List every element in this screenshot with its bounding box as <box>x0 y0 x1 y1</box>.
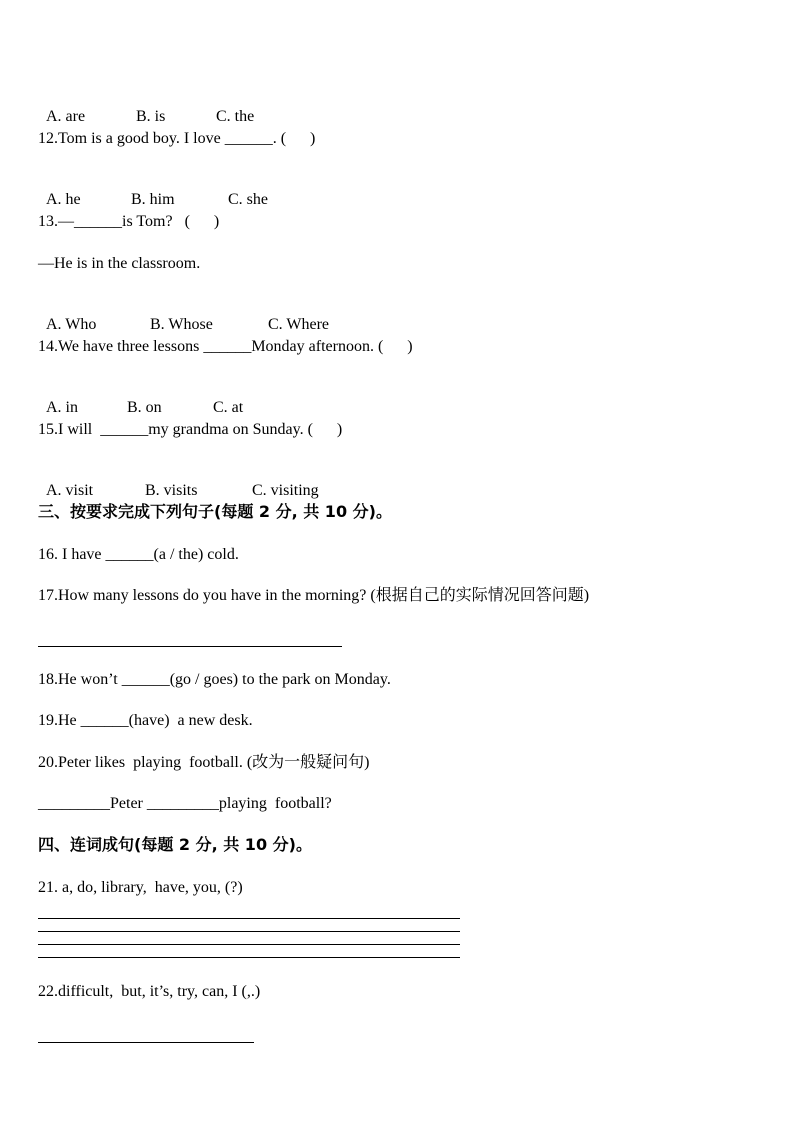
q15-option-b: B. visits <box>145 482 198 499</box>
q15-option-a: A. visit <box>46 482 94 499</box>
q14-option-c: C. at <box>213 399 244 416</box>
q18-stem: 18.He won’t ______(go / goes) to the park on Monday. <box>38 671 391 688</box>
q21-answer-line-1[interactable] <box>38 918 460 919</box>
q15-options <box>38 461 319 501</box>
q12-option-a: A. he <box>46 191 81 208</box>
q12-option-b: B. him <box>131 191 175 208</box>
section3-title: 三、按要求完成下列句子(每题 2 分, 共 10 分)。 <box>38 502 392 521</box>
q14-stem: 14.We have three lessons ______Monday afternoon. ( ) <box>38 338 413 355</box>
q14-option-a: A. in <box>46 399 78 416</box>
q15-stem: 15.I will ______my grandma on Sunday. ( ) <box>38 421 343 438</box>
q22-answer-line[interactable] <box>38 1042 254 1043</box>
q12-options <box>38 170 268 210</box>
q13-reply: —He is in the classroom. <box>38 255 201 272</box>
q20-answer: _________Peter _________playing football? <box>38 795 332 812</box>
q14-option-b: B. on <box>127 399 162 416</box>
section4-title: 四、连词成句(每题 2 分, 共 10 分)。 <box>38 835 312 854</box>
q13-options <box>38 295 329 335</box>
q17-stem: 17.How many lessons do you have in the morning? (根据自己的实际情况回答问题) <box>38 587 590 604</box>
q14-options <box>38 378 243 418</box>
q13-option-a: A. Who <box>46 316 97 333</box>
q11-options <box>38 87 254 127</box>
q21-answer-line-2[interactable] <box>38 931 460 932</box>
q21-answer-line-4[interactable] <box>38 957 460 958</box>
q15-option-c: C. visiting <box>252 482 319 499</box>
q13-option-c: C. Where <box>268 316 330 333</box>
q21-answer-line-3[interactable] <box>38 944 460 945</box>
q11-option-a: A. are <box>46 108 86 125</box>
q19-stem: 19.He ______(have) a new desk. <box>38 712 253 729</box>
q16-stem: 16. I have ______(a / the) cold. <box>38 546 239 563</box>
q22-stem: 22.difficult, but, it’s, try, can, I (,.) <box>38 983 261 1000</box>
q20-stem: 20.Peter likes playing football. (改为一般疑问句) <box>38 754 370 771</box>
q12-option-c: C. she <box>228 191 268 208</box>
q13-option-b: B. Whose <box>150 316 213 333</box>
q17-answer-line[interactable] <box>38 646 342 647</box>
q11-option-c: C. the <box>216 108 255 125</box>
q13-stem: 13.—______is Tom? ( ) <box>38 213 220 230</box>
q21-stem: 21. a, do, library, have, you, (?) <box>38 879 243 896</box>
q11-option-b: B. is <box>136 108 166 125</box>
q12-stem: 12.Tom is a good boy. I love ______. ( ) <box>38 130 316 147</box>
